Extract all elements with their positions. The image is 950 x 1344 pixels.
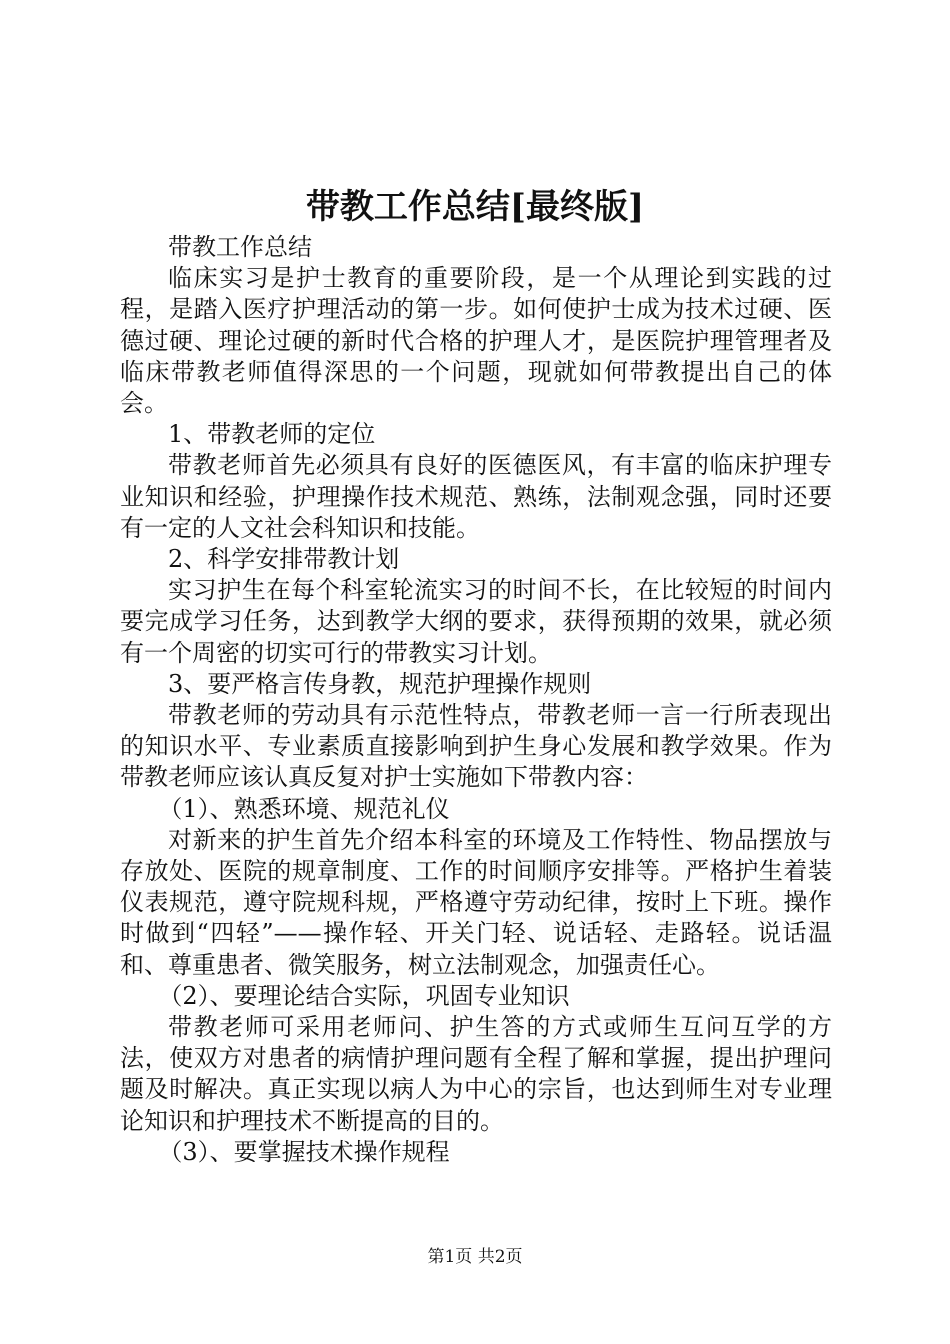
paragraph-body: 实习护生在每个科室轮流实习的时间不长，在比较短的时间内要完成学习任务，达到教学大纲的要求，获得预期的效果，就必须有一个周密的切实可行的带教实习计划。: [120, 576, 832, 667]
paragraph-body: 临床实习是护士教育的重要阶段，是一个从理论到实践的过程，是踏入医疗护理活动的第一步。如何使护士成为技术过硬、医德过硬、理论过硬的新时代合格的护理人才，是医院护理管理者及临床带教老师值得深思的一个问题，现就如何带教提出自己的体会。: [120, 264, 832, 418]
subsection-heading: （2）、要理论结合实际，巩固专业知识: [158, 981, 570, 1010]
section-heading: 3、要严格言传身教，规范护理操作规则: [168, 669, 592, 698]
paragraph-body: 带教老师首先必须具有良好的医德医风，有丰富的临床护理专业知识和经验，护理操作技术规范、熟练，法制观念强，同时还要有一定的人文社会科知识和技能。: [120, 451, 832, 542]
section-heading: 1、带教老师的定位: [168, 420, 376, 449]
page-number: 第1页 共2页: [427, 1247, 523, 1267]
document-body: [120, 232, 832, 1168]
paragraph-body: 带教老师可采用老师问、护生答的方式或师生互问互学的方法，使双方对患者的病情护理问题有全程了解和掌握，提出护理问题及时解决。真正实现以病人为中心的宗旨，也达到师生对专业理论知识和护理技术不断提高的目的。: [120, 1013, 832, 1135]
subsection-heading: （3）、要掌握技术操作规程: [158, 1137, 450, 1166]
paragraph-body: 对新来的护生首先介绍本科室的环境及工作特性、物品摆放与存放处、医院的规章制度、工作的时间顺序安排等。严格护生着装仪表规范，遵守院规科规，严格遵守劳动纪律，按时上下班。操作时做到“四轻”——操作轻、开关门轻、说话轻、走路轻。说话温和、尊重患者、微笑服务，树立法制观念，加强责任心。: [120, 825, 832, 979]
document-title: 带教工作总结[最终版]: [305, 187, 645, 227]
subsection-heading: （1）、熟悉环境、规范礼仪: [158, 794, 450, 823]
paragraph-body: 带教老师的劳动具有示范性特点，带教老师一言一行所表现出的知识水平、专业素质直接影响到护生身心发展和教学效果。作为带教老师应该认真反复对护士实施如下带教内容：: [120, 701, 832, 792]
section-heading: 2、科学安排带教计划: [168, 545, 400, 574]
paragraph-heading: 带教工作总结: [168, 233, 312, 261]
